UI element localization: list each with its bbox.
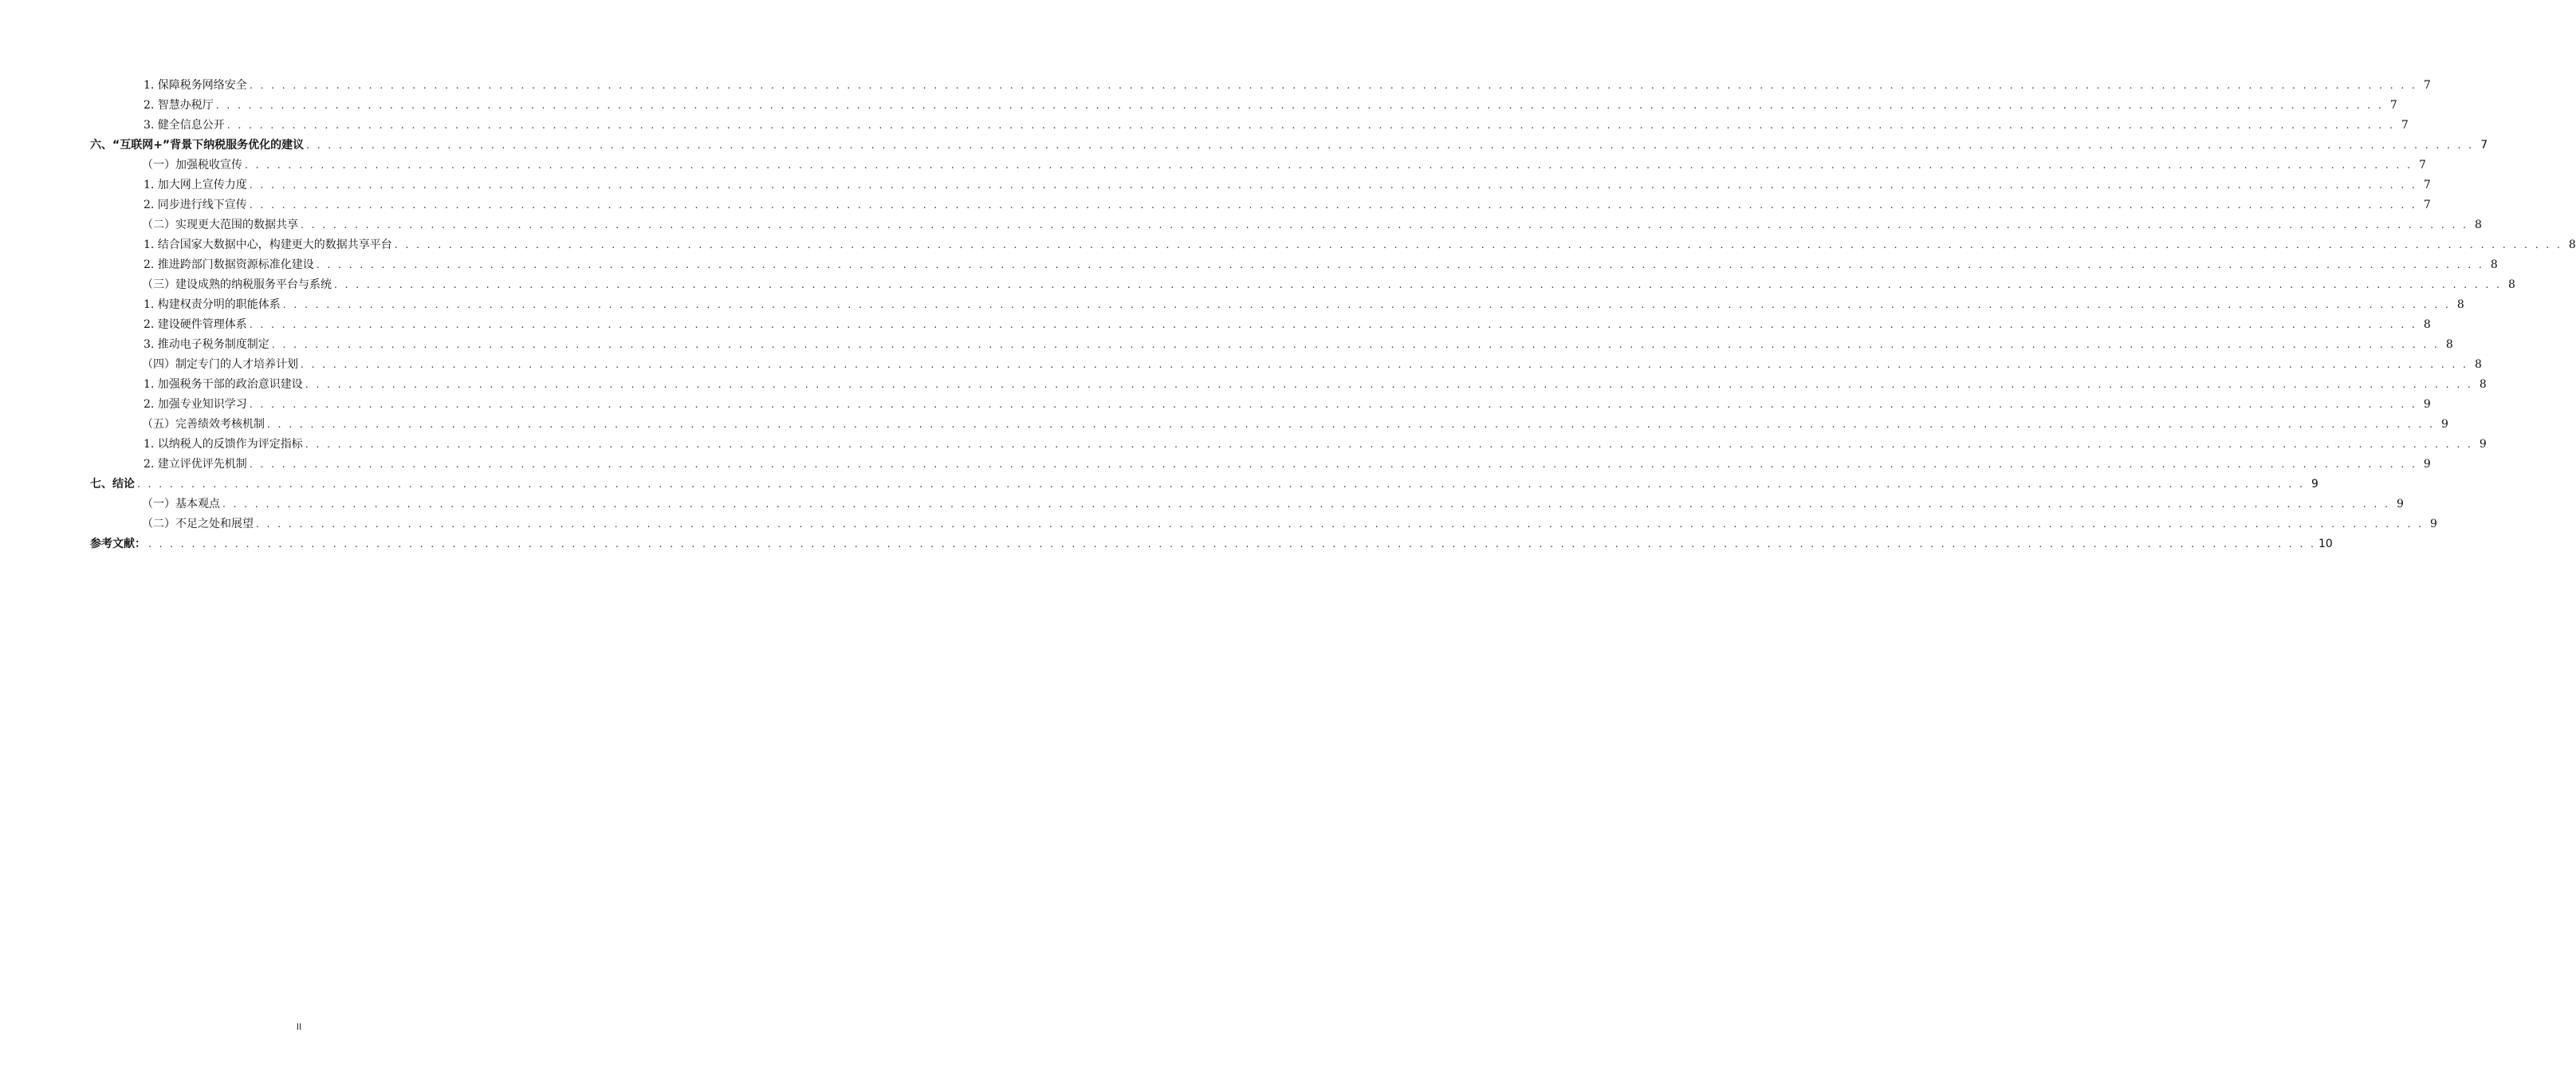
toc-entry-title: （二）不足之处和展望 xyxy=(142,518,254,530)
toc-entry-title: 2. 智慧办税厅 xyxy=(144,99,214,112)
toc-dot-leader: . . . . . . . . . . . . . . . . . . . . . . . . . . . . . . . . . . . . . . . . . . . . . . . . . . . . . . . . . . . . . . . . . . . . . . . . . . . . . . . . . . . . . . . . . . . . . . . . . . . . . . . . . . . . . . . . . . . . . . . . . . . . . . . . . . . . . . . . . . . . . . . . . . . . . . . . . . . . . . . . . . . . . . . . . . . . . . . . . . . . . . . . . . . . . . . . . . . . . . . . xyxy=(305,439,2473,450)
toc-entry[interactable] xyxy=(0,511,2437,531)
toc-entry[interactable] xyxy=(0,132,2488,152)
toc-entry[interactable] xyxy=(0,432,2487,451)
toc-entry-title: （五）完善绩效考核机制 xyxy=(142,418,265,431)
toc-dot-leader: . . . . . . . . . . . . . . . . . . . . . . . . . . . . . . . . . . . . . . . . . . . . . . . . . . . . . . . . . . . . . . . . . . . . . . . . . . . . . . . . . . . . . . . . . . . . . . . . . . . . . . . . . . . . . . . . . . . . . . . . . . . . . . . . . . . . . . . . . . . . . . . . . . . . . . . . . . . . . . . . . . . . . . . . . . . . . . . . . . . . . . . . . . . . . . . . . . . . . . . . xyxy=(249,459,2417,470)
toc-dot-leader: . . . . . . . . . . . . . . . . . . . . . . . . . . . . . . . . . . . . . . . . . . . . . . . . . . . . . . . . . . . . . . . . . . . . . . . . . . . . . . . . . . . . . . . . . . . . . . . . . . . . . . . . . . . . . . . . . . . . . . . . . . . . . . . . . . . . . . . . . . . . . . . . . . . . . . . . . . . . . . . . . . . . . . . . . . . . . . . . . . . . . . . . . . . . . . . . . . . . . . . . xyxy=(394,239,2562,250)
toc-entry[interactable] xyxy=(0,352,2482,372)
toc-dot-leader: . . . . . . . . . . . . . . . . . . . . . . . . . . . . . . . . . . . . . . . . . . . . . . . . . . . . . . . . . . . . . . . . . . . . . . . . . . . . . . . . . . . . . . . . . . . . . . . . . . . . . . . . . . . . . . . . . . . . . . . . . . . . . . . . . . . . . . . . . . . . . . . . . . . . . . . . . . . . . . . . . . . . . . . . . . . . . . . . . . . . . . . . . . . . . . . . . . . . . . . . xyxy=(245,160,2413,171)
toc-entry-page: 8 xyxy=(2479,378,2487,391)
toc-dot-leader: . . . . . . . . . . . . . . . . . . . . . . . . . . . . . . . . . . . . . . . . . . . . . . . . . . . . . . . . . . . . . . . . . . . . . . . . . . . . . . . . . . . . . . . . . . . . . . . . . . . . . . . . . . . . . . . . . . . . . . . . . . . . . . . . . . . . . . . . . . . . . . . . . . . . . . . . . . . . . . . . . . . . . . . . . . . . . . . . . . . . . . . . . . . . . . . . . . . . . . . . xyxy=(316,259,2484,270)
toc-entry-title: 2. 加强专业知识学习 xyxy=(144,398,247,411)
toc-entry-page: 8 xyxy=(2456,298,2464,311)
toc-entry[interactable] xyxy=(0,531,2333,551)
toc-entry-page: 7 xyxy=(2423,199,2431,211)
toc-dot-leader: . . . . . . . . . . . . . . . . . . . . . . . . . . . . . . . . . . . . . . . . . . . . . . . . . . . . . . . . . . . . . . . . . . . . . . . . . . . . . . . . . . . . . . . . . . . . . . . . . . . . . . . . . . . . . . . . . . . . . . . . . . . . . . . . . . . . . . . . . . . . . . . . . . . . . . . . . . . . . . . . . . . . . . . . . . . . . . . . . . . . . . . . . . . . . . . . . . . . . . . . xyxy=(306,140,2475,151)
toc-entry[interactable] xyxy=(0,312,2431,332)
toc-dot-leader: . . . . . . . . . . . . . . . . . . . . . . . . . . . . . . . . . . . . . . . . . . . . . . . . . . . . . . . . . . . . . . . . . . . . . . . . . . . . . . . . . . . . . . . . . . . . . . . . . . . . . . . . . . . . . . . . . . . . . . . . . . . . . . . . . . . . . . . . . . . . . . . . . . . . . . . . . . . . . . . . . . . . . . . . . . . . . . . . . . . . . . . . . . . . . . . . . . . . . . . . xyxy=(249,399,2417,410)
toc-entry[interactable] xyxy=(0,451,2431,471)
toc-entry-page: 9 xyxy=(2441,418,2448,431)
toc-entry-page: 8 xyxy=(2445,338,2453,351)
table-of-contents xyxy=(0,73,2576,551)
toc-entry-page: 9 xyxy=(2311,478,2318,491)
toc-entry-page: 7 xyxy=(2423,79,2431,92)
toc-entry-page: 7 xyxy=(2480,139,2488,152)
toc-entry-page: 9 xyxy=(2430,518,2437,530)
toc-entry-title: 1. 加大网上宣传力度 xyxy=(144,179,247,191)
toc-entry-title: 1. 结合国家大数据中心，构建更大的数据共享平台 xyxy=(144,238,392,251)
toc-entry-title: 1. 保障税务网络安全 xyxy=(144,79,247,92)
toc-entry[interactable] xyxy=(0,372,2487,392)
toc-entry-page: 8 xyxy=(2568,238,2576,251)
toc-dot-leader: . . . . . . . . . . . . . . . . . . . . . . . . . . . . . . . . . . . . . . . . . . . . . . . . . . . . . . . . . . . . . . . . . . . . . . . . . . . . . . . . . . . . . . . . . . . . . . . . . . . . . . . . . . . . . . . . . . . . . . . . . . . . . . . . . . . . . . . . . . . . . . . . . . . . . . . . . . . . . . . . . . . . . . . . . . . . . . . . . . . . . . . . . . . . . . . . . . . . . . . . xyxy=(271,339,2440,350)
toc-dot-leader: . . . . . . . . . . . . . . . . . . . . . . . . . . . . . . . . . . . . . . . . . . . . . . . . . . . . . . . . . . . . . . . . . . . . . . . . . . . . . . . . . . . . . . . . . . . . . . . . . . . . . . . . . . . . . . . . . . . . . . . . . . . . . . . . . . . . . . . . . . . . . . . . . . . . . . . . . . . . . . . . . . . . . . . . . . . . . . . . . . . . . . . . . . . . . . . . . . . . . . . . xyxy=(249,80,2417,91)
toc-dot-leader: . . . . . . . . . . . . . . . . . . . . . . . . . . . . . . . . . . . . . . . . . . . . . . . . . . . . . . . . . . . . . . . . . . . . . . . . . . . . . . . . . . . . . . . . . . . . . . . . . . . . . . . . . . . . . . . . . . . . . . . . . . . . . . . . . . . . . . . . . . . . . . . . . . . . . . . . . . . . . . . . . . . . . . . . . . . . . . . . . . . . . . . . . . . . . . . . . . . . . . . . xyxy=(301,359,2468,370)
toc-entry-page: 9 xyxy=(2423,458,2431,471)
toc-entry-page: 9 xyxy=(2479,438,2487,451)
toc-entry-page: 7 xyxy=(2389,99,2397,112)
toc-entry[interactable] xyxy=(0,212,2482,232)
toc-entry-title: 1. 以纳税人的反馈作为评定指标 xyxy=(144,438,303,451)
toc-entry-page: 8 xyxy=(2475,219,2482,231)
toc-entry-title: 2. 建立评优评先机制 xyxy=(144,458,247,471)
toc-entry[interactable] xyxy=(0,292,2464,312)
toc-entry[interactable] xyxy=(0,152,2426,172)
toc-dot-leader: . . . . . . . . . . . . . . . . . . . . . . . . . . . . . . . . . . . . . . . . . . . . . . . . . . . . . . . . . . . . . . . . . . . . . . . . . . . . . . . . . . . . . . . . . . . . . . . . . . . . . . . . . . . . . . . . . . . . . . . . . . . . . . . . . . . . . . . . . . . . . . . . . . . . . . . . . . . . . . . . . . . . . . . . . . . . . . . . . . . . . . . . . . . . . . . . . . . . . . . . xyxy=(256,518,2424,530)
toc-entry-page: 8 xyxy=(2475,358,2482,371)
toc-entry-page: 10 xyxy=(2318,538,2333,550)
toc-entry[interactable] xyxy=(0,93,2397,112)
toc-entry-title: （二）实现更大范围的数据共享 xyxy=(142,219,298,231)
toc-dot-leader: . . . . . . . . . . . . . . . . . . . . . . . . . . . . . . . . . . . . . . . . . . . . . . . . . . . . . . . . . . . . . . . . . . . . . . . . . . . . . . . . . . . . . . . . . . . . . . . . . . . . . . . . . . . . . . . . . . . . . . . . . . . . . . . . . . . . . . . . . . . . . . . . . . . . . . . . . . . . . . . . . . . . . . . . . . . . . . . . . . . . . . . . . . . . . . . . . . . . . . . . xyxy=(249,319,2417,330)
toc-entry-title: 2. 同步进行线下宣传 xyxy=(144,199,247,211)
toc-entry[interactable] xyxy=(0,412,2448,432)
toc-dot-leader: . . . . . . . . . . . . . . . . . . . . . . . . . . . . . . . . . . . . . . . . . . . . . . . . . . . . . . . . . . . . . . . . . . . . . . . . . . . . . . . . . . . . . . . . . . . . . . . . . . . . . . . . . . . . . . . . . . . . . . . . . . . . . . . . . . . . . . . . . . . . . . . . . . . . . . . . . . . . . . . . . . . . . . . . . . . . . . . . . . . . . . . . . . . . . . . . . . . . . . . . xyxy=(249,179,2417,191)
toc-entry-title: 2. 建设硬件管理体系 xyxy=(144,318,247,331)
toc-entry[interactable] xyxy=(0,112,2409,132)
toc-entry-page: 9 xyxy=(2423,398,2431,411)
toc-entry-title: （三）建设成熟的纳税服务平台与系统 xyxy=(142,278,332,291)
toc-entry-page: 7 xyxy=(2423,179,2431,191)
toc-entry[interactable] xyxy=(0,232,2576,252)
toc-entry-title: 1. 加强税务干部的政治意识建设 xyxy=(144,378,303,391)
toc-dot-leader: . . . . . . . . . . . . . . . . . . . . . . . . . . . . . . . . . . . . . . . . . . . . . . . . . . . . . . . . . . . . . . . . . . . . . . . . . . . . . . . . . . . . . . . . . . . . . . . . . . . . . . . . . . . . . . . . . . . . . . . . . . . . . . . . . . . . . . . . . . . . . . . . . . . . . . . . . . . . . . . . . . . . . . . . . . . . . . . . . . . . . . . . . . . . . . . . . . . . . . . . xyxy=(334,279,2502,290)
toc-entry[interactable] xyxy=(0,491,2404,511)
toc-entry-page: 8 xyxy=(2423,318,2431,331)
toc-dot-leader: . . . . . . . . . . . . . . . . . . . . . . . . . . . . . . . . . . . . . . . . . . . . . . . . . . . . . . . . . . . . . . . . . . . . . . . . . . . . . . . . . . . . . . . . . . . . . . . . . . . . . . . . . . . . . . . . . . . . . . . . . . . . . . . . . . . . . . . . . . . . . . . . . . . . . . . . . . . . . . . . . . . . . . . . . . . . . . . . . . . . . . . . . . . . . . . . . . . . . . . . xyxy=(215,100,2384,111)
toc-entry-title: （一）加强税收宣传 xyxy=(142,159,242,171)
toc-entry[interactable] xyxy=(0,252,2498,272)
toc-entry-page: 7 xyxy=(2419,159,2426,171)
toc-entry-title: 1. 构建权责分明的职能体系 xyxy=(144,298,281,311)
toc-dot-leader: . . . . . . . . . . . . . . . . . . . . . . . . . . . . . . . . . . . . . . . . . . . . . . . . . . . . . . . . . . . . . . . . . . . . . . . . . . . . . . . . . . . . . . . . . . . . . . . . . . . . . . . . . . . . . . . . . . . . . . . . . . . . . . . . . . . . . . . . . . . . . . . . . . . . . . . . . . . . . . . . . . . . . . . . . . . . . . . . . . . . . . . . . . . . . . . . . . . . . . . . xyxy=(282,299,2451,310)
toc-entry[interactable] xyxy=(0,392,2431,412)
toc-entry-title: 七、结论 xyxy=(90,478,135,491)
toc-entry-page: 8 xyxy=(2490,258,2498,271)
toc-dot-leader: . . . . . . . . . . . . . . . . . . . . . . . . . . . . . . . . . . . . . . . . . . . . . . . . . . . . . . . . . . . . . . . . . . . . . . . . . . . . . . . . . . . . . . . . . . . . . . . . . . . . . . . . . . . . . . . . . . . . . . . . . . . . . . . . . . . . . . . . . . . . . . . . . . . . . . . . . . . . . . . . . . . . . . . . . . . . . . . . . . . . . . . . . . . . . . . . . . . . . . . . xyxy=(226,120,2395,131)
toc-entry-page: 7 xyxy=(2401,119,2409,132)
toc-entry[interactable] xyxy=(0,332,2453,352)
toc-dot-leader: . . . . . . . . . . . . . . . . . . . . . . . . . . . . . . . . . . . . . . . . . . . . . . . . . . . . . . . . . . . . . . . . . . . . . . . . . . . . . . . . . . . . . . . . . . . . . . . . . . . . . . . . . . . . . . . . . . . . . . . . . . . . . . . . . . . . . . . . . . . . . . . . . . . . . . . . . . . . . . . . . . . . . . . . . . . . . . . . . . . . . . . . . . . . . . . . . . . . . . . . xyxy=(301,219,2468,231)
toc-dot-leader: . . . . . . . . . . . . . . . . . . . . . . . . . . . . . . . . . . . . . . . . . . . . . . . . . . . . . . . . . . . . . . . . . . . . . . . . . . . . . . . . . . . . . . . . . . . . . . . . . . . . . . . . . . . . . . . . . . . . . . . . . . . . . . . . . . . . . . . . . . . . . . . . . . . . . . . . . . . . . . . . . . . . . . . . . . . . . . . . . . . . . . . . . . . . . . . . . . . . . . . . xyxy=(249,199,2417,211)
toc-entry-title: 3. 健全信息公开 xyxy=(144,119,225,132)
toc-entry[interactable] xyxy=(0,272,2515,292)
toc-dot-leader: . . . . . . . . . . . . . . . . . . . . . . . . . . . . . . . . . . . . . . . . . . . . . . . . . . . . . . . . . . . . . . . . . . . . . . . . . . . . . . . . . . . . . . . . . . . . . . . . . . . . . . . . . . . . . . . . . . . . . . . . . . . . . . . . . . . . . . . . . . . . . . . . . . . . . . . . . . . . . . . . . . . . . . . . . . . . . . . . . . . . . . . . . . . . . . . . . . . . . . . . xyxy=(148,538,2316,550)
toc-dot-leader: . . . . . . . . . . . . . . . . . . . . . . . . . . . . . . . . . . . . . . . . . . . . . . . . . . . . . . . . . . . . . . . . . . . . . . . . . . . . . . . . . . . . . . . . . . . . . . . . . . . . . . . . . . . . . . . . . . . . . . . . . . . . . . . . . . . . . . . . . . . . . . . . . . . . . . . . . . . . . . . . . . . . . . . . . . . . . . . . . . . . . . . . . . . . . . . . . . . . . . . . xyxy=(305,379,2473,390)
footer-page-number: II xyxy=(296,1022,302,1032)
toc-entry-page: 9 xyxy=(2397,498,2404,510)
toc-entry[interactable] xyxy=(0,172,2431,192)
toc-entry[interactable] xyxy=(0,73,2431,93)
toc-entry-title: 3. 推动电子税务制度制定 xyxy=(144,338,269,351)
toc-entry-title: 2. 推进跨部门数据资源标准化建设 xyxy=(144,258,314,271)
toc-entry-page: 8 xyxy=(2508,278,2515,291)
toc-entry[interactable] xyxy=(0,192,2431,212)
toc-entry-title: 参考文献： xyxy=(90,538,146,550)
toc-entry-title: （一）基本观点 xyxy=(142,498,220,510)
toc-entry-title: （四）制定专门的人才培养计划 xyxy=(142,358,298,371)
toc-entry[interactable] xyxy=(0,471,2318,491)
toc-dot-leader: . . . . . . . . . . . . . . . . . . . . . . . . . . . . . . . . . . . . . . . . . . . . . . . . . . . . . . . . . . . . . . . . . . . . . . . . . . . . . . . . . . . . . . . . . . . . . . . . . . . . . . . . . . . . . . . . . . . . . . . . . . . . . . . . . . . . . . . . . . . . . . . . . . . . . . . . . . . . . . . . . . . . . . . . . . . . . . . . . . . . . . . . . . . . . . . . . . . . . . . . xyxy=(222,499,2390,510)
toc-dot-leader: . . . . . . . . . . . . . . . . . . . . . . . . . . . . . . . . . . . . . . . . . . . . . . . . . . . . . . . . . . . . . . . . . . . . . . . . . . . . . . . . . . . . . . . . . . . . . . . . . . . . . . . . . . . . . . . . . . . . . . . . . . . . . . . . . . . . . . . . . . . . . . . . . . . . . . . . . . . . . . . . . . . . . . . . . . . . . . . . . . . . . . . . . . . . . . . . . . . . . . . . xyxy=(267,419,2435,430)
toc-entry-title: 六、“互联网+”背景下纳税服务优化的建议 xyxy=(90,139,305,152)
toc-dot-leader: . . . . . . . . . . . . . . . . . . . . . . . . . . . . . . . . . . . . . . . . . . . . . . . . . . . . . . . . . . . . . . . . . . . . . . . . . . . . . . . . . . . . . . . . . . . . . . . . . . . . . . . . . . . . . . . . . . . . . . . . . . . . . . . . . . . . . . . . . . . . . . . . . . . . . . . . . . . . . . . . . . . . . . . . . . . . . . . . . . . . . . . . . . . . . . . . . . . . . . . . xyxy=(137,479,2305,490)
